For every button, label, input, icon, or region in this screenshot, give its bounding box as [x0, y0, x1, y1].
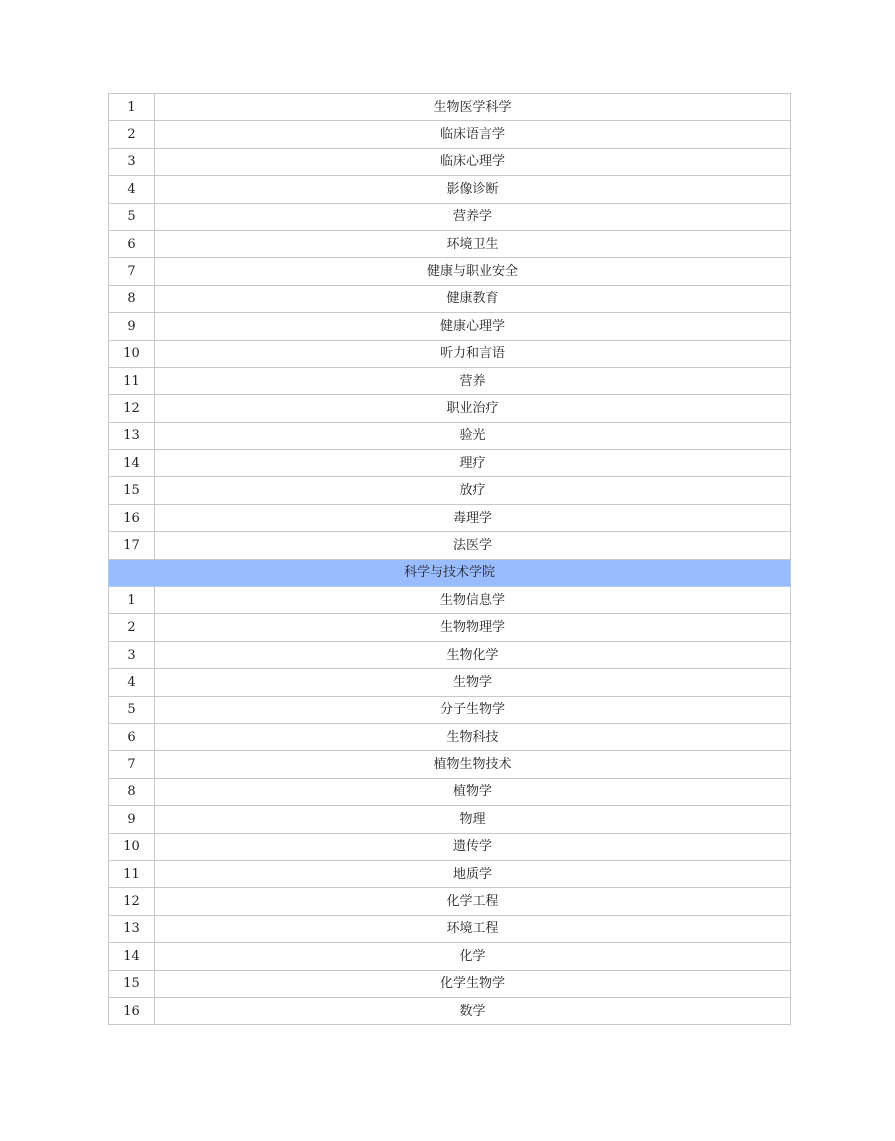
- major-name: 营养学: [155, 203, 791, 230]
- table-row: [109, 778, 791, 805]
- major-name: 化学生物学: [155, 970, 791, 997]
- table-row: [109, 367, 791, 394]
- major-name: 遗传学: [155, 833, 791, 860]
- major-name: 生物医学科学: [155, 94, 791, 121]
- row-number: 11: [109, 367, 155, 394]
- table-row: [109, 696, 791, 723]
- major-name: 临床心理学: [155, 148, 791, 175]
- table-row: [109, 148, 791, 175]
- major-name: 健康与职业安全: [155, 258, 791, 285]
- row-number: 16: [109, 504, 155, 531]
- major-name: 验光: [155, 422, 791, 449]
- table-row: [109, 94, 791, 121]
- table-row: [109, 806, 791, 833]
- table-row: [109, 203, 791, 230]
- major-name: 化学工程: [155, 888, 791, 915]
- row-number: 14: [109, 943, 155, 970]
- major-name: 分子生物学: [155, 696, 791, 723]
- row-number: 10: [109, 833, 155, 860]
- row-number: 12: [109, 395, 155, 422]
- major-name: 健康教育: [155, 285, 791, 312]
- table-row: [109, 833, 791, 860]
- major-name: 影像诊断: [155, 176, 791, 203]
- major-name: 临床语言学: [155, 121, 791, 148]
- major-name: 植物学: [155, 778, 791, 805]
- table-row: [109, 915, 791, 942]
- row-number: 16: [109, 997, 155, 1024]
- table-row: [109, 641, 791, 668]
- major-name: 职业治疗: [155, 395, 791, 422]
- table-row: [109, 669, 791, 696]
- major-name: 放疗: [155, 477, 791, 504]
- major-name: 植物生物技术: [155, 751, 791, 778]
- major-name: 生物科技: [155, 723, 791, 750]
- row-number: 9: [109, 313, 155, 340]
- table-row: [109, 943, 791, 970]
- table-row: [109, 504, 791, 531]
- table-row: [109, 614, 791, 641]
- table-row: [109, 313, 791, 340]
- majors-table: [108, 93, 791, 1025]
- row-number: 7: [109, 258, 155, 285]
- row-number: 14: [109, 450, 155, 477]
- table-row: [109, 860, 791, 887]
- major-name: 理疗: [155, 450, 791, 477]
- table-row: [109, 450, 791, 477]
- majors-table-body: [109, 94, 791, 1025]
- row-number: 10: [109, 340, 155, 367]
- table-row: [109, 230, 791, 257]
- table-row: [109, 587, 791, 614]
- table-row: [109, 723, 791, 750]
- table-row: [109, 121, 791, 148]
- major-name: 毒理学: [155, 504, 791, 531]
- row-number: 11: [109, 860, 155, 887]
- table-row: [109, 258, 791, 285]
- row-number: 4: [109, 669, 155, 696]
- major-name: 生物物理学: [155, 614, 791, 641]
- row-number: 12: [109, 888, 155, 915]
- row-number: 15: [109, 970, 155, 997]
- row-number: 1: [109, 587, 155, 614]
- row-number: 13: [109, 422, 155, 449]
- row-number: 5: [109, 696, 155, 723]
- table-row: [109, 176, 791, 203]
- table-row: [109, 997, 791, 1024]
- major-name: 化学: [155, 943, 791, 970]
- major-name: 生物信息学: [155, 587, 791, 614]
- major-name: 生物学: [155, 669, 791, 696]
- row-number: 8: [109, 285, 155, 312]
- document-page: [108, 93, 790, 1025]
- major-name: 生物化学: [155, 641, 791, 668]
- table-row: [109, 888, 791, 915]
- table-row: [109, 285, 791, 312]
- row-number: 13: [109, 915, 155, 942]
- major-name: 听力和言语: [155, 340, 791, 367]
- table-row: [109, 970, 791, 997]
- section-header-row: [109, 559, 791, 586]
- row-number: 6: [109, 230, 155, 257]
- major-name: 营养: [155, 367, 791, 394]
- row-number: 7: [109, 751, 155, 778]
- row-number: 8: [109, 778, 155, 805]
- table-row: [109, 395, 791, 422]
- table-row: [109, 532, 791, 559]
- row-number: 4: [109, 176, 155, 203]
- table-row: [109, 751, 791, 778]
- major-name: 健康心理学: [155, 313, 791, 340]
- row-number: 17: [109, 532, 155, 559]
- table-row: [109, 340, 791, 367]
- row-number: 2: [109, 121, 155, 148]
- major-name: 地质学: [155, 860, 791, 887]
- table-row: [109, 477, 791, 504]
- section-header: 科学与技术学院: [109, 559, 791, 586]
- row-number: 9: [109, 806, 155, 833]
- table-row: [109, 422, 791, 449]
- row-number: 3: [109, 641, 155, 668]
- major-name: 环境工程: [155, 915, 791, 942]
- major-name: 环境卫生: [155, 230, 791, 257]
- row-number: 3: [109, 148, 155, 175]
- major-name: 数学: [155, 997, 791, 1024]
- row-number: 6: [109, 723, 155, 750]
- row-number: 5: [109, 203, 155, 230]
- row-number: 15: [109, 477, 155, 504]
- major-name: 物理: [155, 806, 791, 833]
- row-number: 2: [109, 614, 155, 641]
- row-number: 1: [109, 94, 155, 121]
- major-name: 法医学: [155, 532, 791, 559]
